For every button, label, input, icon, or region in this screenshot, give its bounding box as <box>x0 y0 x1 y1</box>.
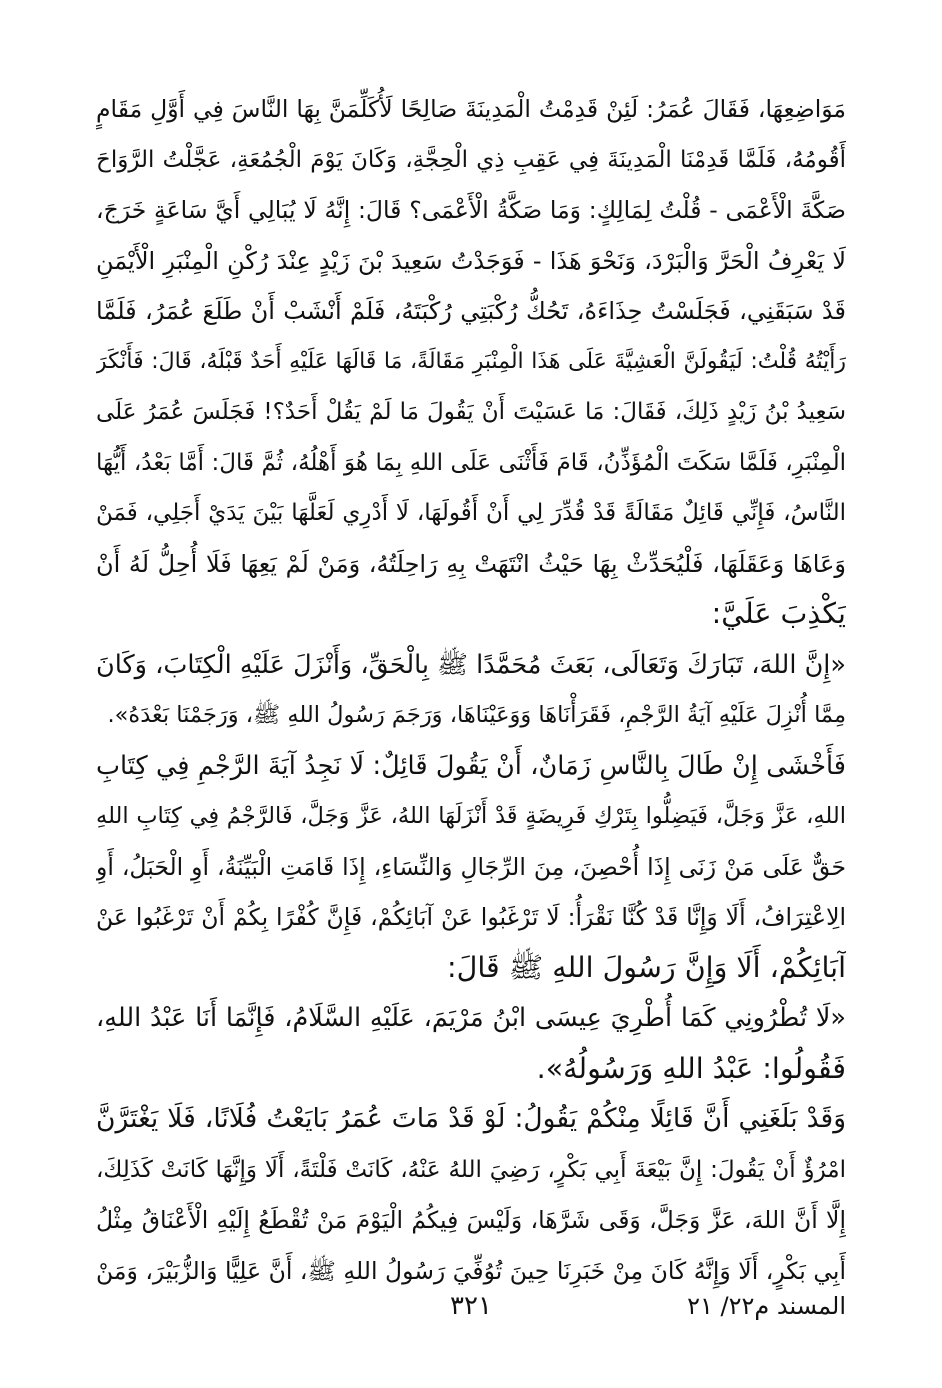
body-text <box>96 84 846 1296</box>
text-line: سَعِيدُ بْنُ زَيْدٍ ذَلِكَ، فَقَالَ: مَا عَسَيْتَ أَنْ يَقُولَ مَا لَمْ يَقُلْ أَحَدٌ؟! فَجَلَسَ عُمَرُ عَلَى <box>96 399 846 425</box>
volume-reference: المسند م٢٢/ ٢١ <box>687 1292 846 1320</box>
text-line: قَدْ سَبَقَنِي، فَجَلَسْتُ حِذَاءَهُ، تَحُكُّ رُكْبَتِي رُكْبَتَهُ، فَلَمْ أَنْشَبْ أَنْ طَلَعَ عُمَرُ، فَلَمَّا <box>96 297 846 325</box>
page-number: ٣٢١ <box>450 1291 492 1321</box>
quote-line: «إِنَّ اللهَ، تَبَارَكَ وَتَعَالَى، بَعَثَ مُحَمَّدًا ﷺ بِالْحَقِّ، وَأَنْزَلَ عَلَيْهِ الْكِتَابَ، وَكَانَ <box>96 649 846 680</box>
text-line: صَكَّةَ الْأَعْمَى - قُلْتُ لِمَالِكٍ: وَمَا صَكَّةُ الْأَعْمَى؟ قَالَ: إِنَّهُ لَا يُبَالِي أَيَّ سَاعَةٍ خَرَجَ، <box>96 196 846 224</box>
text-line: النَّاسُ، فَإِنِّي قَائِلٌ مَقَالَةً قَدْ قُدِّرَ لِي أَنْ أَقُولَهَا، لَا أَدْرِي لَعَلَّهَا بَيْنَ يَدَيْ أَجَلِي، فَمَنْ <box>96 500 846 526</box>
text-line: اللهِ، عَزَّ وَجَلَّ، فَيَضِلُّوا بِتَرْكِ فَرِيضَةٍ قَدْ أَنْزَلَهَا اللهُ، عَزَّ وَجَلَّ، فَالرَّجْمُ فِي كِتَابِ اللهِ <box>96 803 846 829</box>
text-line: أَقُومُهُ، فَلَمَّا قَدِمْنَا الْمَدِينَةَ فِي عَقِبِ ذِي الْحِجَّةِ، وَكَانَ يَوْمَ الْجُمُعَةِ، عَجَّلْتُ الرَّوَاحَ <box>96 146 846 173</box>
text-line: امْرُؤٌ أَنْ يَقُولَ: إِنَّ بَيْعَةَ أَبِي بَكْرٍ، رَضِيَ اللهُ عَنْهُ، كَانَتْ فَلْتَةً، أَلَا وَإِنَّهَا كَانَتْ كَذَلِكَ، <box>96 1156 846 1183</box>
text-line: وَعَاهَا وَعَقَلَهَا، فَلْيُحَدِّثْ بِهَا حَيْثُ انْتَهَتْ بِهِ رَاحِلَتُهُ، وَمَنْ لَمْ يَعِهَا فَلَا أُحِلُّ لَهُ أَنْ <box>96 549 846 578</box>
text-line: فَأَخْشَى إِنْ طَالَ بِالنَّاسِ زَمَانٌ، أَنْ يَقُولَ قَائِلٌ: لَا نَجِدُ آيَةَ الرَّجْمِ فِي كِتَابِ <box>96 750 846 781</box>
quote-line: مِمَّا أُنْزِلَ عَلَيْهِ آيَةُ الرَّجْمِ، فَقَرَأْنَاهَا وَوَعَيْنَاهَا، وَرَجَمَ رَسُولُ اللهِ ﷺ، وَرَجَمْنَا بَعْدَهُ». <box>107 702 846 728</box>
text-line: آبَائِكُمْ، أَلَا وَإِنَّ رَسُولَ اللهِ ﷺ قَالَ: <box>447 950 846 984</box>
text-line: لَا يَعْرِفُ الْحَرَّ وَالْبَرْدَ، وَنَحْوَ هَذَا - فَوَجَدْتُ سَعِيدَ بْنَ زَيْدٍ عِنْدَ رُكْنِ الْمِنْبَرِ الْأَيْمَنِ <box>96 246 846 275</box>
text-line: وَقَدْ بَلَغَنِي أَنَّ قَائِلًا مِنْكُمْ يَقُولُ: لَوْ قَدْ مَاتَ عُمَرُ بَايَعْتُ فُلَانًا، فَلَا يَغْتَرَّنَّ <box>96 1103 846 1134</box>
text-line: رَأَيْتُهُ قُلْتُ: لَيَقُولَنَّ الْعَشِيَّةَ عَلَى هَذَا الْمِنْبَرِ مَقَالَةً، مَا قَالَهَا عَلَيْهِ أَحَدٌ قَبْلَهُ، قَالَ: فَأَنْكَرَ <box>96 348 846 374</box>
text-line: مَوَاضِعِهَا، فَقَالَ عُمَرُ: لَئِنْ قَدِمْتُ الْمَدِينَةَ صَالِحًا لَأُكَلِّمَنَّ بِهَا النَّاسَ فِي أَوَّلِ مَقَامٍ <box>96 95 846 123</box>
text-line: حَقٌّ عَلَى مَنْ زَنَى إِذَا أُحْصِنَ، مِنَ الرِّجَالِ وَالنِّسَاءِ، إِذَا قَامَتِ الْبَيِّنَةُ، أَوِ الْحَبَلُ، أَوِ <box>96 852 846 881</box>
quote-line: فَقُولُوا: عَبْدُ اللهِ وَرَسُولُهُ». <box>536 1051 846 1085</box>
text-line: يَكْذِبَ عَلَيَّ: <box>711 597 846 630</box>
page-footer <box>96 1286 846 1326</box>
text-line: الِاعْتِرَافُ، أَلَا وَإِنَّا قَدْ كُنَّا نَقْرَأُ: لَا تَرْغَبُوا عَنْ آبَائِكُمْ، فَإِنَّ كُفْرًا بِكُمْ أَنْ تَرْغَبُوا عَنْ <box>96 903 846 931</box>
text-line: أَبِي بَكْرٍ، أَلَا وَإِنَّهُ كَانَ مِنْ خَبَرِنَا حِينَ تُوُفِّيَ رَسُولُ اللهِ ﷺ، أَنَّ عَلِيًّا وَالزُّبَيْرَ، وَمَنْ <box>96 1256 846 1285</box>
text-line: إِلَّا أَنَّ اللهَ، عَزَّ وَجَلَّ، وَقَى شَرَّهَا، وَلَيْسَ فِيكُمُ الْيَوْمَ مَنْ تُقْطَعُ إِلَيْهِ الْأَعْنَاقُ مِثْلُ <box>96 1206 846 1234</box>
text-line: الْمِنْبَرِ، فَلَمَّا سَكَتَ الْمُؤَذِّنُ، قَامَ فَأَثْنَى عَلَى اللهِ بِمَا هُوَ أَهْلُهُ، ثُمَّ قَالَ: أَمَّا بَعْدُ، أَيُّهَا <box>96 449 846 476</box>
quote-line: «لَا تُطْرُونِي كَمَا أُطْرِيَ عِيسَى ابْنُ مَرْيَمَ، عَلَيْهِ السَّلَامُ، فَإِنَّمَا أَنَا عَبْدُ اللهِ، <box>96 1003 846 1033</box>
